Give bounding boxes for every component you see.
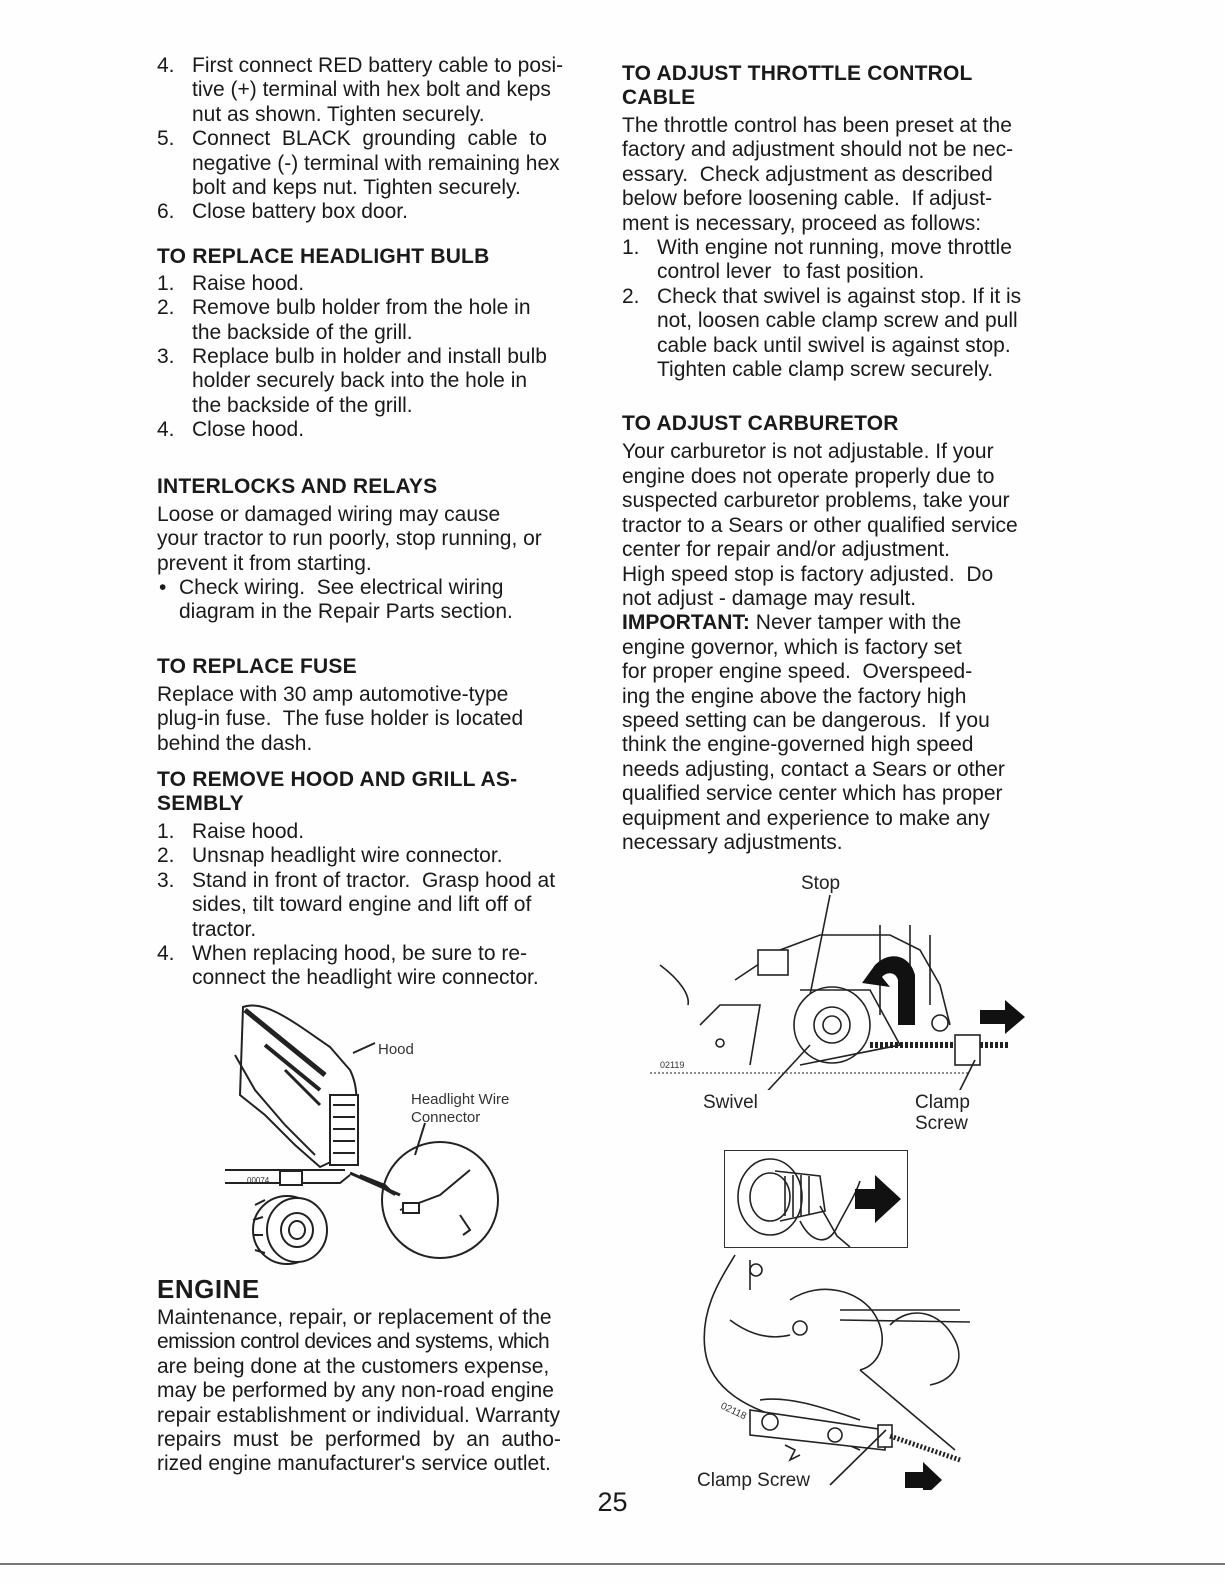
throttle-illustration xyxy=(640,895,1030,1090)
label-line: Headlight Wire xyxy=(411,1091,510,1108)
list-item: 3. Stand in front of tractor. Grasp hood at sides, tilt toward engine and lift off of tractor. xyxy=(157,868,556,941)
step-number: 1. xyxy=(622,236,640,260)
section-heading xyxy=(622,62,1067,110)
list-item: 5. Connect BLACK grounding cable to negative (-) terminal with remaining hex bolt and keps nut. Tighten securely. xyxy=(157,127,560,200)
bullet-item: • Check wiring. See electrical wiring diagram in the Repair Parts section. xyxy=(159,575,513,624)
list-item: 4. First connect RED battery cable to posi- tive (+) terminal with hex bolt and keps nut as shown. Tighten securely. xyxy=(157,54,564,126)
hood-illustration xyxy=(225,995,545,1265)
list-item: 2. Check that swivel is against stop. If it is not, loosen cable clamp screw and pull cable back until swivel is against stop. Tighten cable clamp screw securely. xyxy=(622,284,1022,382)
step-number: 4. xyxy=(157,418,175,442)
bottom-rule xyxy=(0,1563,1225,1565)
step-text: Unsnap headlight wire connector. xyxy=(192,844,503,868)
step-number: 4. xyxy=(157,941,175,965)
list-item xyxy=(157,200,597,224)
svg-text:00074: 00074 xyxy=(247,1176,270,1185)
connector-label xyxy=(411,1091,509,1127)
list-item xyxy=(157,820,597,844)
list-item xyxy=(157,418,597,442)
heading-line: SEMBLY xyxy=(157,791,244,815)
section-heading: INTERLOCKS AND RELAYS xyxy=(157,474,438,498)
list-item: 3. Replace bulb in holder and install bulb holder securely back into the hole in the backside of the grill. xyxy=(157,345,547,417)
hood-diagram-svg xyxy=(225,995,545,1265)
step-number: 3. xyxy=(157,345,175,369)
hood-steps xyxy=(157,820,597,991)
throttle-diagram-svg xyxy=(640,895,1030,1090)
engine-heading: ENGINE xyxy=(157,1274,260,1304)
stop-label: Stop xyxy=(801,873,841,894)
carburetor-illustration xyxy=(690,1250,980,1490)
bullet-icon: • xyxy=(159,575,167,599)
right-column xyxy=(622,62,1067,855)
step-text: Close battery box door. xyxy=(192,200,408,224)
svg-text:02118: 02118 xyxy=(718,1400,748,1423)
label-line: Connector xyxy=(411,1109,481,1126)
paragraph: Replace with 30 amp automotive-type plug-in fuse. The fuse holder is located behind the dash. xyxy=(157,682,524,755)
list-item xyxy=(157,844,597,868)
left-column xyxy=(157,54,597,991)
page-number: 25 xyxy=(597,1487,628,1517)
hood-label: Hood xyxy=(378,1041,414,1058)
section-heading xyxy=(157,768,597,816)
label-line: Clamp xyxy=(915,1092,970,1113)
step-text: Close hood. xyxy=(192,418,305,442)
step-number: 1. xyxy=(157,819,175,843)
paragraph: Loose or damaged wiring may cause your tractor to run poorly, stop running, or prevent it from starting. xyxy=(157,502,542,575)
important-paragraph: IMPORTANT: Never tamper with the engine governor, which is factory set for proper engine speed. Overspeed- ing the engine above the factory high speed setting can be dangerous. If you think the engine-governed high speed needs adjusting, contact a Sears or other qualified service center which has proper equipment and experience to make any necessary adjustments. xyxy=(622,611,1005,854)
paragraph: Your carburetor is not adjustable. If your engine does not operate properly due to suspected carburetor problems, take your tractor to a Sears or other qualified service center for repair and/or adjustment. xyxy=(622,440,1018,562)
battery-steps xyxy=(157,54,597,225)
clamp-screw-bottom-label: Clamp Screw xyxy=(697,1470,810,1491)
list-item: 2. Remove bulb holder from the hole in the backside of the grill. xyxy=(157,296,531,344)
list-item: 4. When replacing hood, be sure to re- connect the headlight wire connector. xyxy=(157,941,539,990)
step-number: 2. xyxy=(157,844,175,868)
heading-line: TO REMOVE HOOD AND GRILL AS- xyxy=(157,767,518,791)
label-line: Screw xyxy=(915,1113,968,1134)
heading-line: CABLE xyxy=(622,86,696,109)
lever-inset-svg xyxy=(725,1151,907,1247)
section-heading: TO ADJUST CARBURETOR xyxy=(622,412,899,436)
step-number: 1. xyxy=(157,271,175,295)
heading-line: TO ADJUST THROTTLE CONTROL xyxy=(622,62,973,85)
clamp-screw-label xyxy=(915,1092,970,1134)
step-number: 3. xyxy=(157,868,175,892)
paragraph: Maintenance, repair, or replacement of the emission control devices and systems, which are being done at the customers expense, may be performed by any non-road engine repair establishment or individual. Warranty repairs must be performed by an autho- rized engine manufacturer's service outlet. xyxy=(157,1306,561,1476)
list-item xyxy=(157,272,597,296)
step-text: Raise hood. xyxy=(192,271,305,295)
headlight-steps xyxy=(157,272,597,443)
carburetor-diagram-svg xyxy=(690,1250,980,1490)
lever-inset xyxy=(724,1150,908,1248)
paragraph: The throttle control has been preset at the factory and adjustment should not be nec- essary. Check adjustment as described below before loosening cable. If adjust- ment is necessary, proceed as follows: xyxy=(622,114,1014,235)
section-heading: TO REPLACE HEADLIGHT BULB xyxy=(157,244,490,268)
step-text: Raise hood. xyxy=(192,819,305,843)
paragraph: High speed stop is factory adjusted. Do not adjust - damage may result. xyxy=(622,562,994,610)
step-number: 5. xyxy=(157,127,175,151)
step-number: 4. xyxy=(157,54,175,77)
engine-section xyxy=(157,1274,597,1477)
step-number: 2. xyxy=(622,284,640,308)
throttle-steps xyxy=(622,236,1067,382)
swivel-label: Swivel xyxy=(703,1092,758,1113)
svg-text:02119: 02119 xyxy=(660,1060,685,1070)
list-item: 1. With engine not running, move throttle control lever to fast position. xyxy=(622,236,1012,284)
section-heading: TO REPLACE FUSE xyxy=(157,654,357,678)
step-number: 6. xyxy=(157,200,175,224)
step-number: 2. xyxy=(157,296,175,320)
important-label: IMPORTANT: xyxy=(622,611,750,635)
